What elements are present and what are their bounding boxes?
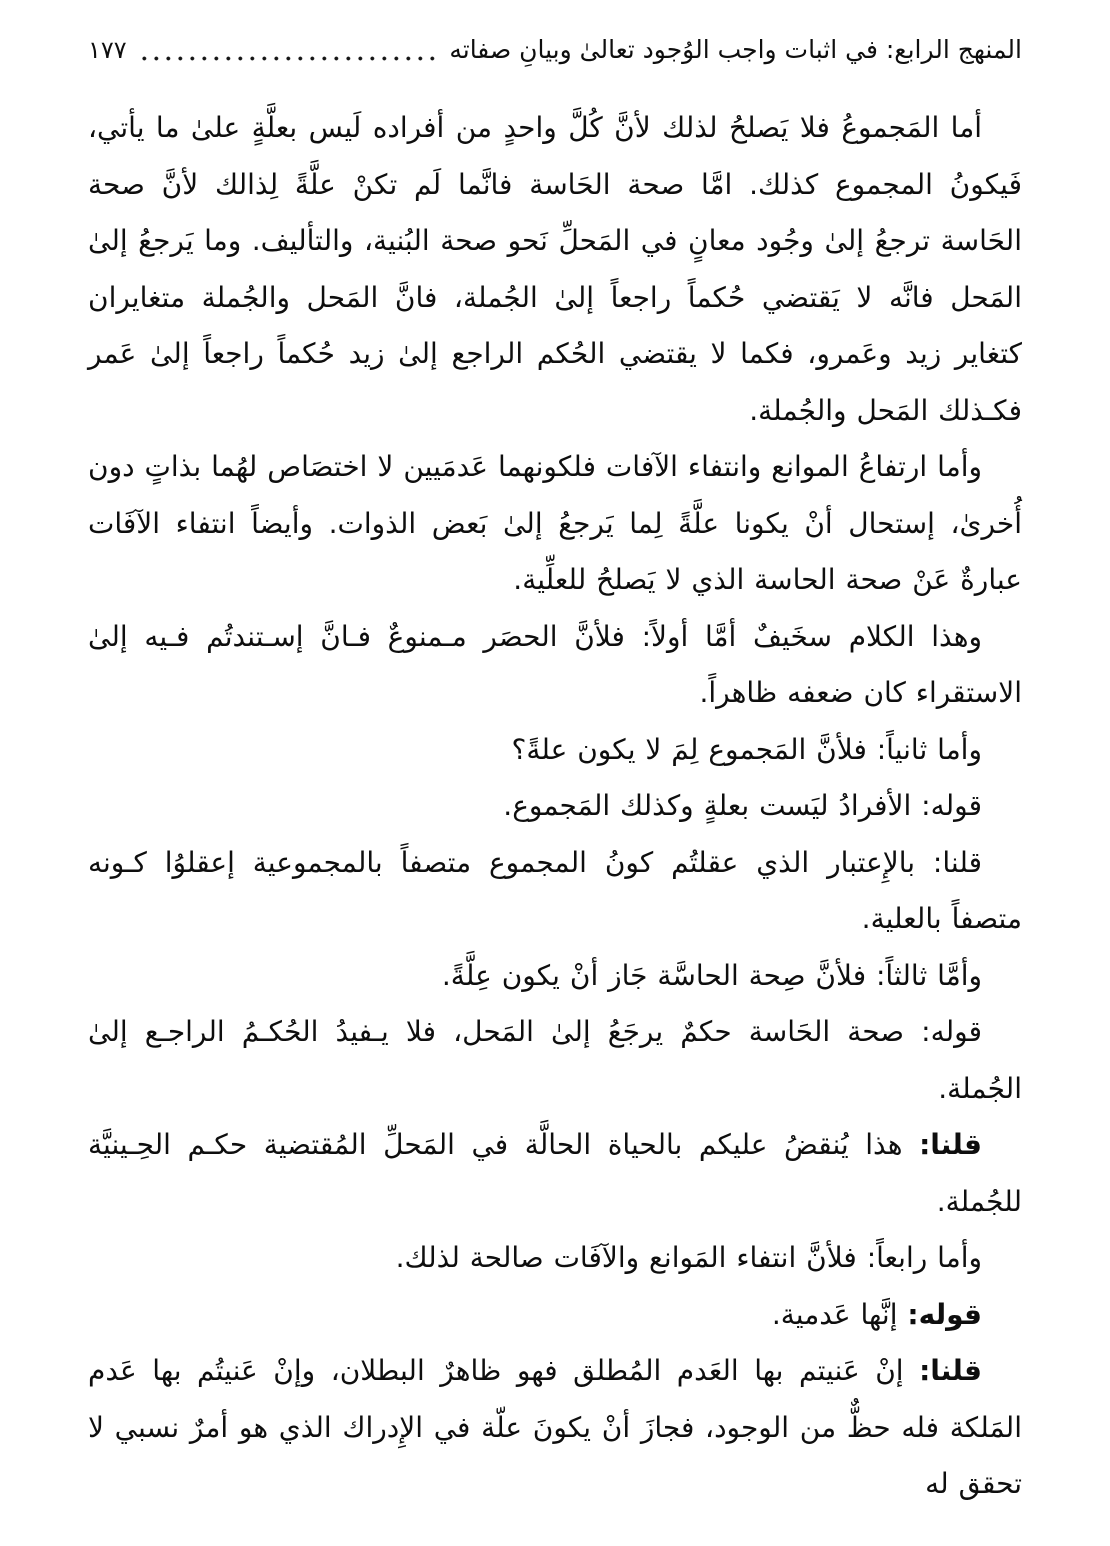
paragraph: قلنا: بالإِعتبار الذي عقلتُم كونُ المجموع متصفاً بالمجموعية إعقلوُا كـونه متصفاً بالعلية. xyxy=(88,845,1022,935)
paragraph: قوله: إنَّها عَدمية. xyxy=(771,1297,982,1331)
paragraph: وأمَّا ثالثاً: فلأنَّ صِحة الحاسَّة جَاز أنْ يكون عِلَّةً. xyxy=(441,958,982,992)
page-number: ١٧٧ xyxy=(88,36,127,64)
paragraph: قوله: صحة الحَاسة حكمٌ يرجَعُ إلىٰ المَحل، فلا يـفيدُ الحُكـمُ الراجـع إلىٰ الجُملة. xyxy=(88,1015,1022,1105)
paragraph: وأما رابعاً: فلأنَّ انتفاء المَوانع والآفَات صالحة لذلك. xyxy=(395,1241,982,1274)
paragraph: قوله: الأفرادُ ليَست بعلةٍ وكذلك المَجموع. xyxy=(503,789,982,822)
running-head xyxy=(88,30,1022,70)
paragraph: وهذا الكلام سخَيفٌ أمَّا أولاً: فلأنَّ الحصَر مـمنوعٌ فـانَّ إسـتندتُم فـيه إلىٰ الاستقراء كان ضعفه ظاهراً. xyxy=(88,619,1022,709)
paragraph: وأما ثانياً: فلأنَّ المَجموع لِمَ لا يكون علةً؟ xyxy=(511,732,982,766)
dot-leader xyxy=(137,30,440,70)
paragraph-lead: قلنا: xyxy=(919,1354,982,1387)
paragraph: قلنا: إنْ عَنيتم بها العَدم المُطلق فهو ظاهرٌ البطلان، وإنْ عَنيتُم بها عَدم المَلكة فله حظٌّ من الوجود، فجازَ أنْ يكونَ علّة في الإِدراك الذي هو أمرٌ نسبي لا تحقق له xyxy=(88,1354,1022,1500)
paragraph: أما المَجموعُ فلا يَصلحُ لذلك لأنَّ كُلَّ واحدٍ من أفراده لَيس بعلَّةٍ علىٰ ما يأتي، فَيكونُ المجموع كذلك. امَّا صحة الحَاسة فانَّما لَم تكنْ علَّةً لِذالك لأنَّ صحة الحَاسة ترجعُ إلىٰ وجُود معانٍ في المَحلِّ نَحو صحة البُنية، والتأليف. وما يَرجعُ إلىٰ المَحل فانَّه لا يَقتضي حُكماً راجعاً إلىٰ الجُملة، فانَّ المَحل والجُملة متغايران كتغاير زيد وعَمرو، فكما لا يقتضي الحُكم الراجع إلىٰ زيد حُكماً راجعاً إلىٰ عَمر فكـذلك المَحل والجُملة. xyxy=(88,111,1022,427)
paragraph-lead: قلنا: xyxy=(919,1128,982,1161)
page-body xyxy=(88,100,1022,1513)
paragraph: قلنا: هذا يُنقضُ عليكم بالحياة الحالَّة في المَحلِّ المُقتضية حكـم الحِـينيَّة للجُملة. xyxy=(88,1128,1022,1218)
paragraph-lead: قوله: xyxy=(907,1297,982,1331)
paragraph: وأما ارتفاعُ الموانع وانتفاء الآفات فلكونهما عَدمَيين لا اختصَاص لهُما بذاتٍ دون أُخرىٰ، إستحال أنْ يكونا علَّةً لِما يَرجعُ إلىٰ بَعض الذوات. وأيضاً انتفاء الآفَات عبارةٌ عَنْ صحة الحاسة الذي لا يَصلحُ للعلِّية. xyxy=(88,450,1022,596)
chapter-title: المنهج الرابع: في اثبات واجب الوُجود تعالىٰ وبيانِ صفاته xyxy=(449,35,1022,64)
